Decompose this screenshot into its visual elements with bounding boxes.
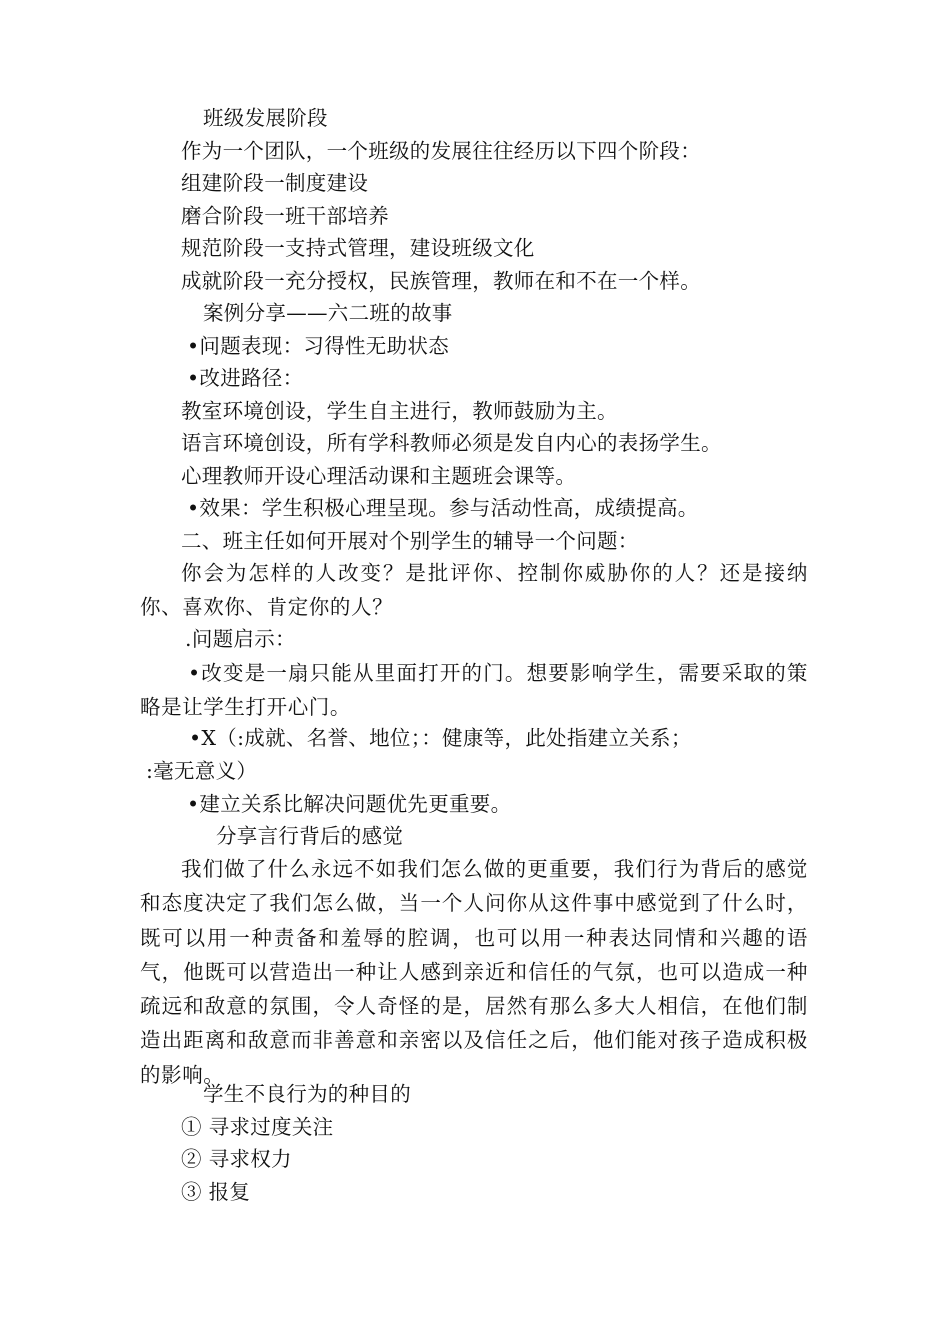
text-line: 磨合阶段一班干部培养: [181, 204, 389, 228]
bullet-paragraph: •改变是一扇只能从里面打开的门。想要影响学生，需要采取的策略是让学生打开心门。: [140, 661, 808, 719]
text-line: .问题启示：: [185, 627, 296, 651]
bullet-item: •X（:成就、名誉、地位；：健康等，此处指建立关系；: [189, 726, 692, 750]
heading-sharing-feelings: 分享言行背后的感觉: [216, 824, 404, 848]
heading-class-development-stages: 班级发展阶段: [203, 106, 328, 130]
bullet-item: •问题表现：习得性无助状态: [187, 334, 449, 358]
text-line: 作为一个团队，一个班级的发展往往经历以下四个阶段：: [181, 139, 701, 163]
text-line: :毫无意义）: [146, 759, 258, 783]
text-line: 规范阶段一支持式管理，建设班级文化: [181, 236, 535, 260]
text-line: 教室环境创设，学生自主进行，教师鼓励为主。: [181, 399, 618, 423]
paragraph: 你会为怎样的人改变？是批评你、控制你威胁你的人？还是接纳你、喜欢你、肯定你的人？: [140, 561, 808, 619]
list-item: ③ 报复: [181, 1180, 251, 1204]
heading-case-study: 案例分享——六二班的故事: [203, 301, 453, 325]
bullet-item: •改进路径：: [187, 366, 304, 390]
section-heading: 二、班主任如何开展对个别学生的辅导一个问题：: [181, 529, 639, 553]
text-line: 组建阶段一制度建设: [181, 171, 369, 195]
text-line: 成就阶段一充分授权，民族管理，教师在和不在一个样。: [181, 269, 701, 293]
list-item: ② 寻求权力: [181, 1147, 292, 1171]
text-line: 语言环境创设，所有学科教师必须是发自内心的表扬学生。: [181, 431, 722, 455]
heading-bad-behavior-goals: 学生不良行为的种目的: [203, 1082, 411, 1106]
text-line: 心理教师开设心理活动课和主题班会课等。: [181, 464, 577, 488]
paragraph: 我们做了什么永远不如我们怎么做的更重要，我们行为背后的感觉和态度决定了我们怎么做，当一个人问你从这件事中感觉到了什么时，既可以用一种责备和羞辱的腔调，也可以用一种表达同情和兴趣的语气，他既可以营造出一种让人感到亲近和信任的气氛，也可以造成一种疏远和敌意的氛围，令人奇怪的是，居然有那么多大人相信，在他们制造出距离和敌意而非善意和亲密以及信任之后，他们能对孩子造成积极的影响。: [140, 857, 808, 1087]
bullet-item: •建立关系比解决问题优先更重要。: [187, 792, 512, 816]
list-item: ① 寻求过度关注: [181, 1115, 334, 1139]
bullet-item: •效果：学生积极心理呈现。参与活动性高，成绩提高。: [187, 496, 699, 520]
